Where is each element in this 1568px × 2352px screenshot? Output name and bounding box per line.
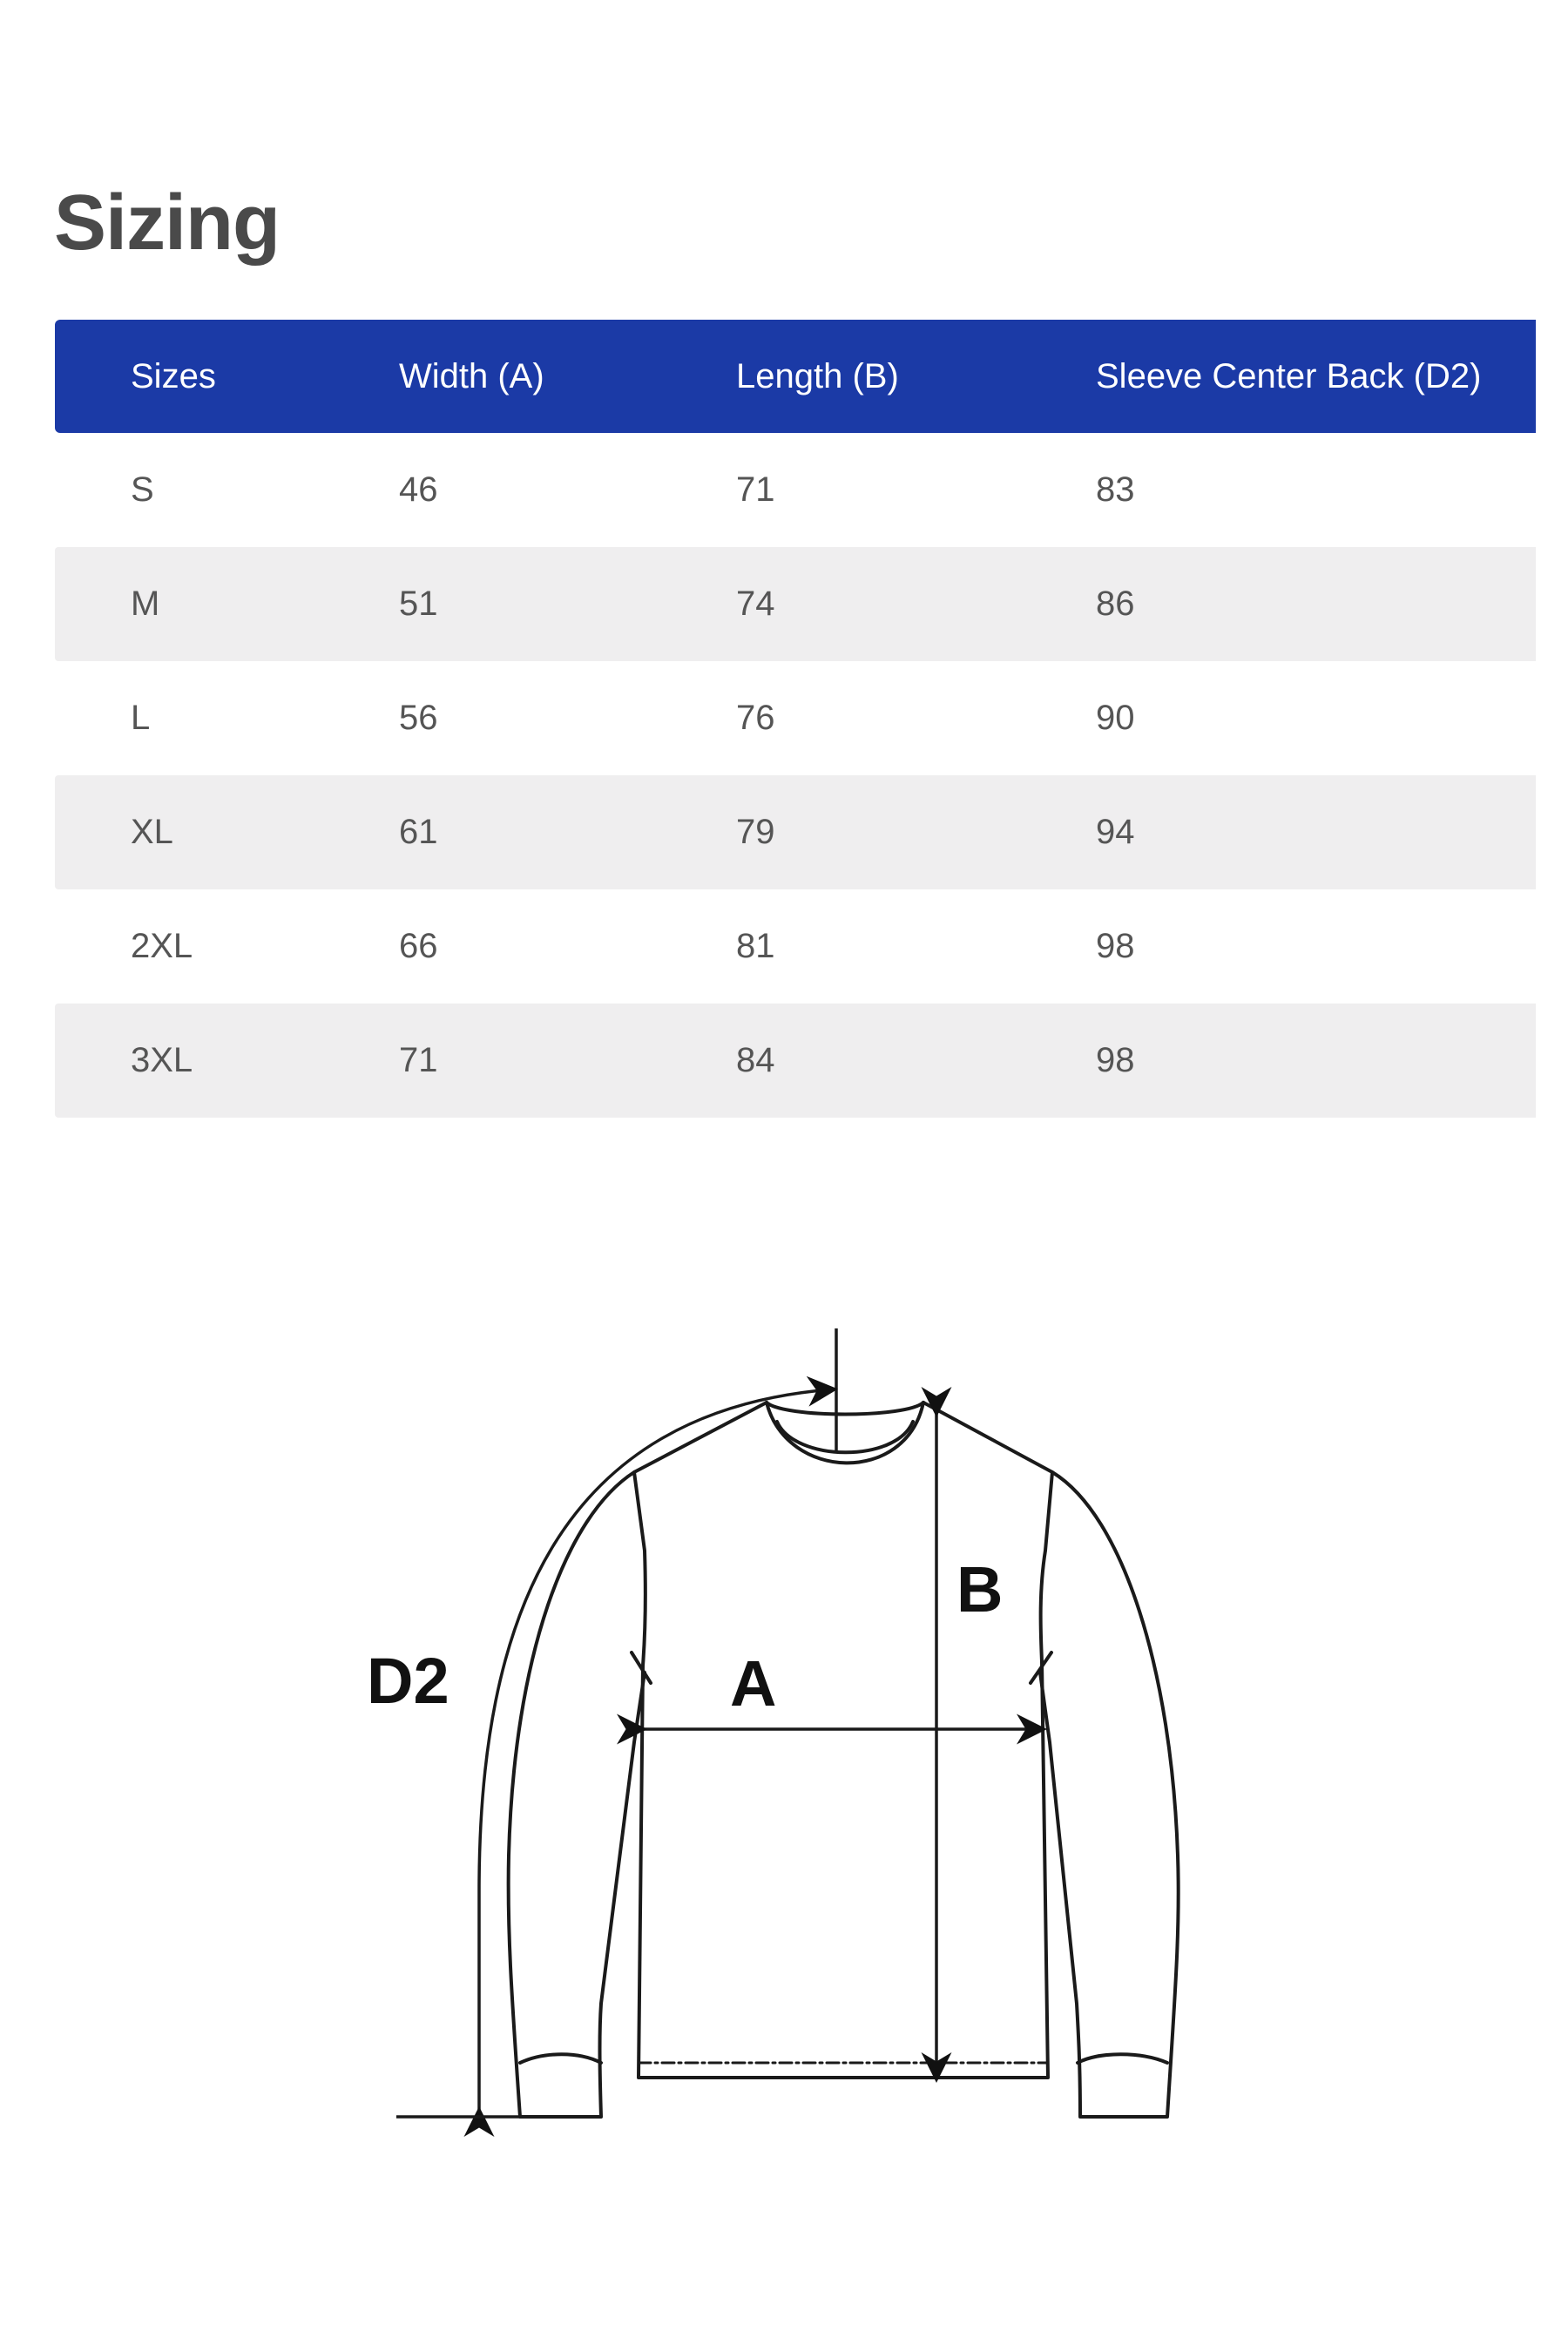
cell-sleeve: 83 <box>1096 470 1135 509</box>
page-title: Sizing <box>54 179 280 267</box>
cell-size: L <box>131 699 151 737</box>
cell-size: 3XL <box>131 1041 193 1079</box>
cell-length: 71 <box>736 470 775 509</box>
cell-width: 61 <box>399 813 438 851</box>
label-a: A <box>730 1647 777 1720</box>
sweatshirt-outline <box>509 1402 1179 2117</box>
header-sleeve: Sleeve Center Back (D2) <box>1096 356 1482 395</box>
cell-length: 76 <box>736 699 775 737</box>
cell-size: S <box>131 470 154 509</box>
cell-width: 56 <box>399 699 438 737</box>
cell-length: 74 <box>736 585 775 623</box>
header-sizes: Sizes <box>131 356 216 395</box>
cell-width: 71 <box>399 1041 438 1079</box>
cell-length: 81 <box>736 927 775 965</box>
cell-length: 84 <box>736 1041 775 1079</box>
cell-sleeve: 86 <box>1096 585 1135 623</box>
label-d2: D2 <box>367 1645 449 1717</box>
header-length: Length (B) <box>736 356 899 395</box>
cell-width: 46 <box>399 470 438 509</box>
measurement-labels <box>367 1553 1003 1720</box>
sleeve-arrow <box>479 1389 832 2112</box>
cell-sleeve: 90 <box>1096 699 1135 737</box>
cell-size: XL <box>131 813 173 851</box>
label-b: B <box>956 1553 1004 1625</box>
cell-width: 66 <box>399 927 438 965</box>
cell-size: M <box>131 585 160 623</box>
cell-width: 51 <box>399 585 438 623</box>
cell-sleeve: 98 <box>1096 1041 1135 1079</box>
cell-length: 79 <box>736 813 775 851</box>
cell-size: 2XL <box>131 927 193 965</box>
header-width: Width (A) <box>399 356 544 395</box>
measurement-lines <box>396 1328 1041 2117</box>
cell-sleeve: 98 <box>1096 927 1135 965</box>
cell-sleeve: 94 <box>1096 813 1135 851</box>
